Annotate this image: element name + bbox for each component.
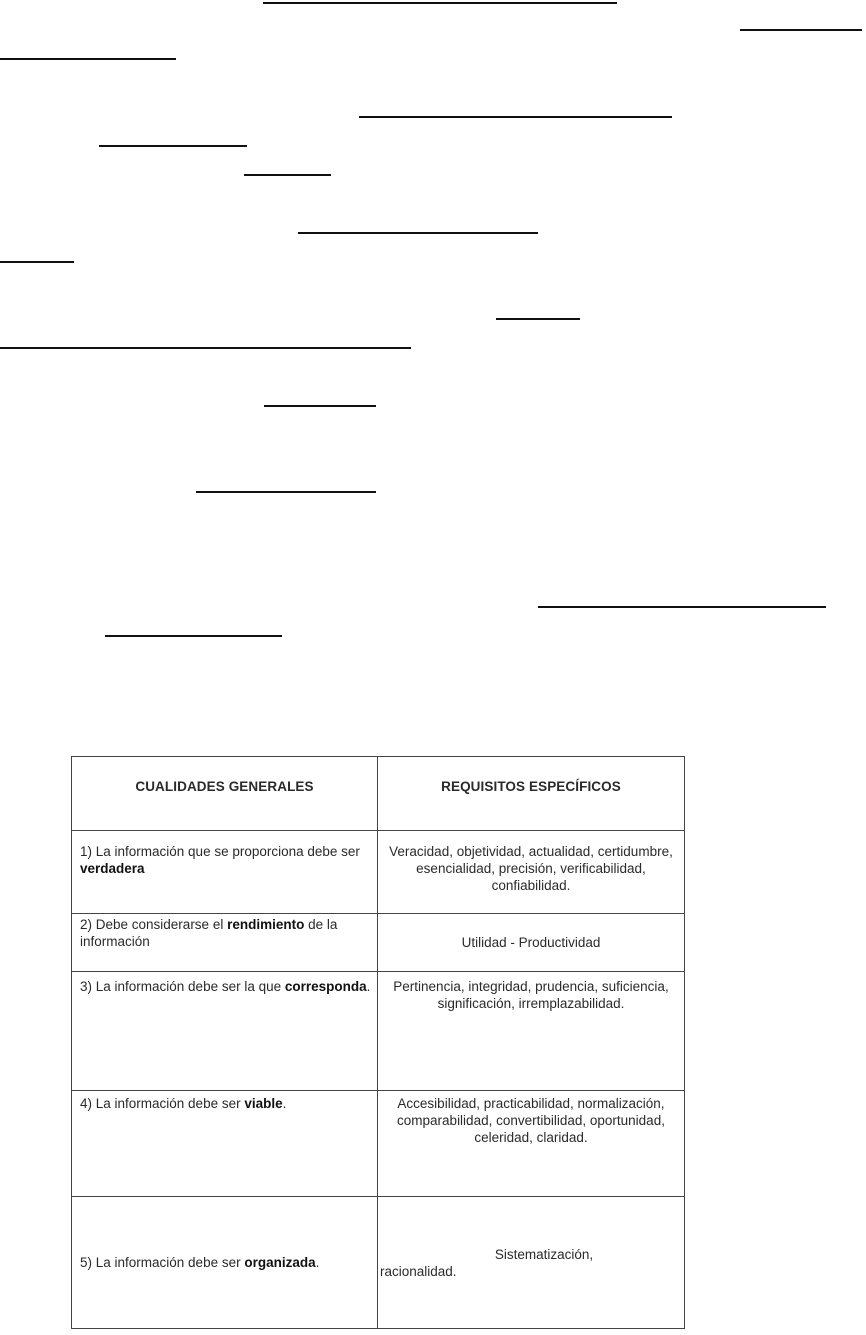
specific-requirement-cell: Veracidad, objetividad, actualidad, certidumbre, esencialidad, precisión, verificabilidad, confiabilidad. bbox=[378, 831, 685, 914]
blank-line bbox=[0, 261, 74, 263]
general-quality-cell: 1) La información que se proporciona debe ser verdadera bbox=[72, 831, 378, 914]
blank-line bbox=[359, 116, 672, 118]
specific-requirement-cell: Utilidad - Productividad bbox=[378, 914, 685, 972]
qualities-table bbox=[71, 756, 685, 1329]
blank-line bbox=[0, 347, 411, 349]
specific-requirement-cell: Pertinencia, integridad, prudencia, suficiencia, significación, irremplazabilidad. bbox=[378, 972, 685, 1091]
table-header-row bbox=[72, 757, 685, 831]
specific-requirement-cell: Sistematización, racionalidad. bbox=[378, 1197, 685, 1329]
table-row bbox=[72, 1091, 685, 1197]
blank-line bbox=[0, 58, 176, 60]
general-quality-cell: 4) La información debe ser viable. bbox=[72, 1091, 378, 1197]
table-row bbox=[72, 972, 685, 1091]
blank-line bbox=[99, 145, 247, 147]
header-general-qualities: CUALIDADES GENERALES bbox=[72, 757, 378, 831]
blank-line bbox=[105, 635, 282, 637]
table-row bbox=[72, 831, 685, 914]
blank-line bbox=[740, 29, 862, 31]
blank-line bbox=[264, 405, 376, 407]
blank-line bbox=[538, 606, 826, 608]
blank-line bbox=[496, 318, 580, 320]
general-quality-cell: 3) La información debe ser la que corresponda. bbox=[72, 972, 378, 1091]
general-quality-cell: 5) La información debe ser organizada. bbox=[72, 1197, 378, 1329]
table-row bbox=[72, 914, 685, 972]
table-row bbox=[72, 1197, 685, 1329]
specific-requirement-cell: Accesibilidad, practicabilidad, normalización, comparabilidad, convertibilidad, oportunidad, celeridad, claridad. bbox=[378, 1091, 685, 1197]
header-specific-requirements: REQUISITOS ESPECÍFICOS bbox=[378, 757, 685, 831]
blank-line bbox=[244, 174, 331, 176]
general-quality-cell: 2) Debe considerarse el rendimiento de la información bbox=[72, 914, 378, 972]
blank-line bbox=[298, 232, 538, 234]
blank-line bbox=[196, 491, 376, 493]
blank-line bbox=[263, 2, 617, 4]
